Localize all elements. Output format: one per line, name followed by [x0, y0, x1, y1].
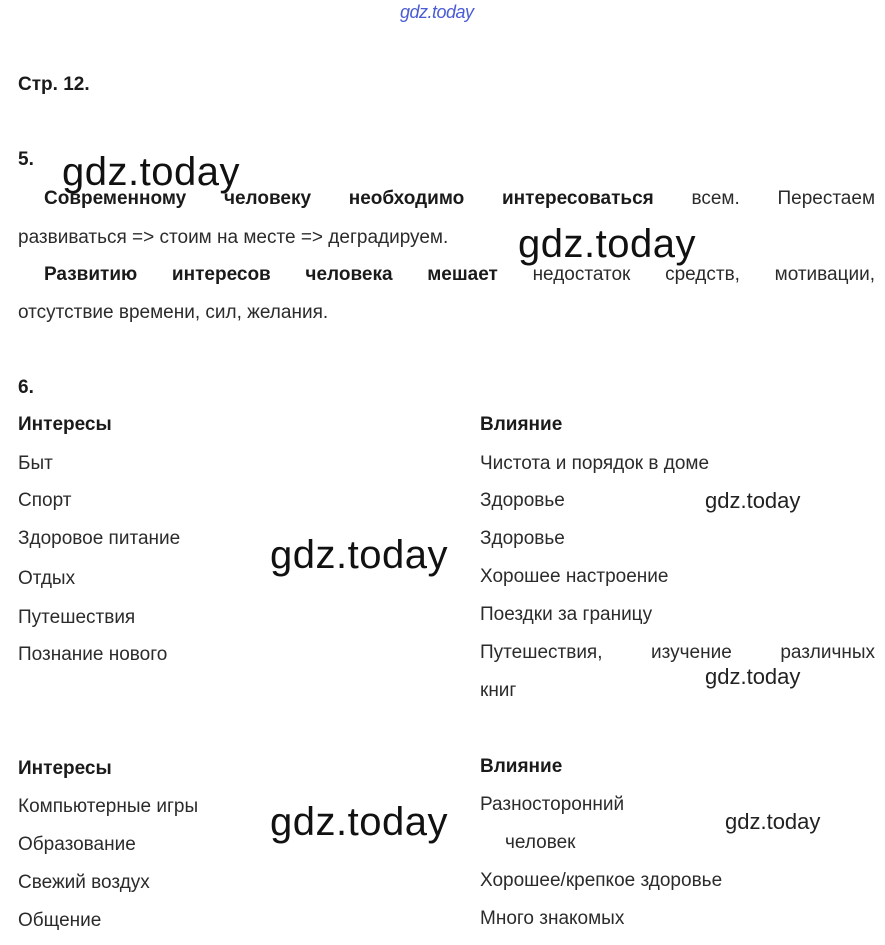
table1-influence-item: Поездки за границу [480, 604, 653, 625]
table1-influence-item: Путешествия, изучение различных [480, 642, 875, 663]
table1-interest-item: Спорт [18, 490, 72, 511]
task5-number: 5. [18, 149, 34, 170]
table2-interest-item: Компьютерные игры [18, 796, 199, 817]
table1-influence-item: Здоровье [480, 528, 565, 549]
task5-p1-bold: Современному человеку необходимо интересоваться [44, 188, 654, 209]
table1-influence-header: Влияние [480, 414, 563, 435]
table1-influence-item: Хорошее настроение [480, 566, 669, 587]
table2-influence-item: Хорошее/крепкое здоровье [480, 870, 723, 891]
table2-interest-item: Свежий воздух [18, 872, 150, 893]
task5-paragraph2-line2: отсутствие времени, сил, желания. [18, 302, 329, 323]
task6-number: 6. [18, 377, 34, 398]
watermark: gdz.today [725, 809, 821, 834]
table1-interest-item: Здоровое питание [18, 528, 181, 549]
table2-influence-item: Много знакомых [480, 908, 625, 929]
table1-influence-wrap: книг [480, 680, 517, 701]
table2-influence-item: Разносторонний [480, 794, 625, 815]
task5-paragraph2-line1 [18, 264, 875, 286]
table2-interest-item: Образование [18, 834, 136, 855]
page-label: Стр. 12. [18, 74, 90, 95]
table1-interests-header: Интересы [18, 414, 112, 435]
task5-p2-bold: Развитию интересов человека мешает [44, 264, 498, 285]
watermark: gdz.today [270, 800, 448, 844]
table2-influence-item: человек [505, 832, 576, 853]
watermark: gdz.today [705, 664, 801, 689]
table2-interests-header: Интересы [18, 758, 112, 779]
task5-paragraph1-line2: развиваться => стоим на месте => деградируем. [18, 227, 449, 248]
table1-interest-item: Путешествия [18, 607, 136, 628]
table2-influence-header: Влияние [480, 756, 563, 777]
watermark: gdz.today [518, 222, 696, 266]
watermark-top: gdz.today [400, 2, 474, 22]
table1-interest-item: Отдых [18, 568, 76, 589]
table1-interest-item: Быт [18, 453, 53, 474]
table1-interest-item: Познание нового [18, 644, 168, 665]
task5-p1-rest: всем. Перестаем [653, 188, 876, 209]
watermark: gdz.today [62, 150, 240, 194]
table1-influence-item: Чистота и порядок в доме [480, 453, 710, 474]
watermark: gdz.today [705, 488, 801, 513]
task5-p2-rest: недостаток средств, мотивации, [497, 264, 875, 285]
table2-interest-item: Общение [18, 910, 102, 931]
table1-influence-item: Здоровье [480, 490, 565, 511]
watermark: gdz.today [270, 533, 448, 577]
